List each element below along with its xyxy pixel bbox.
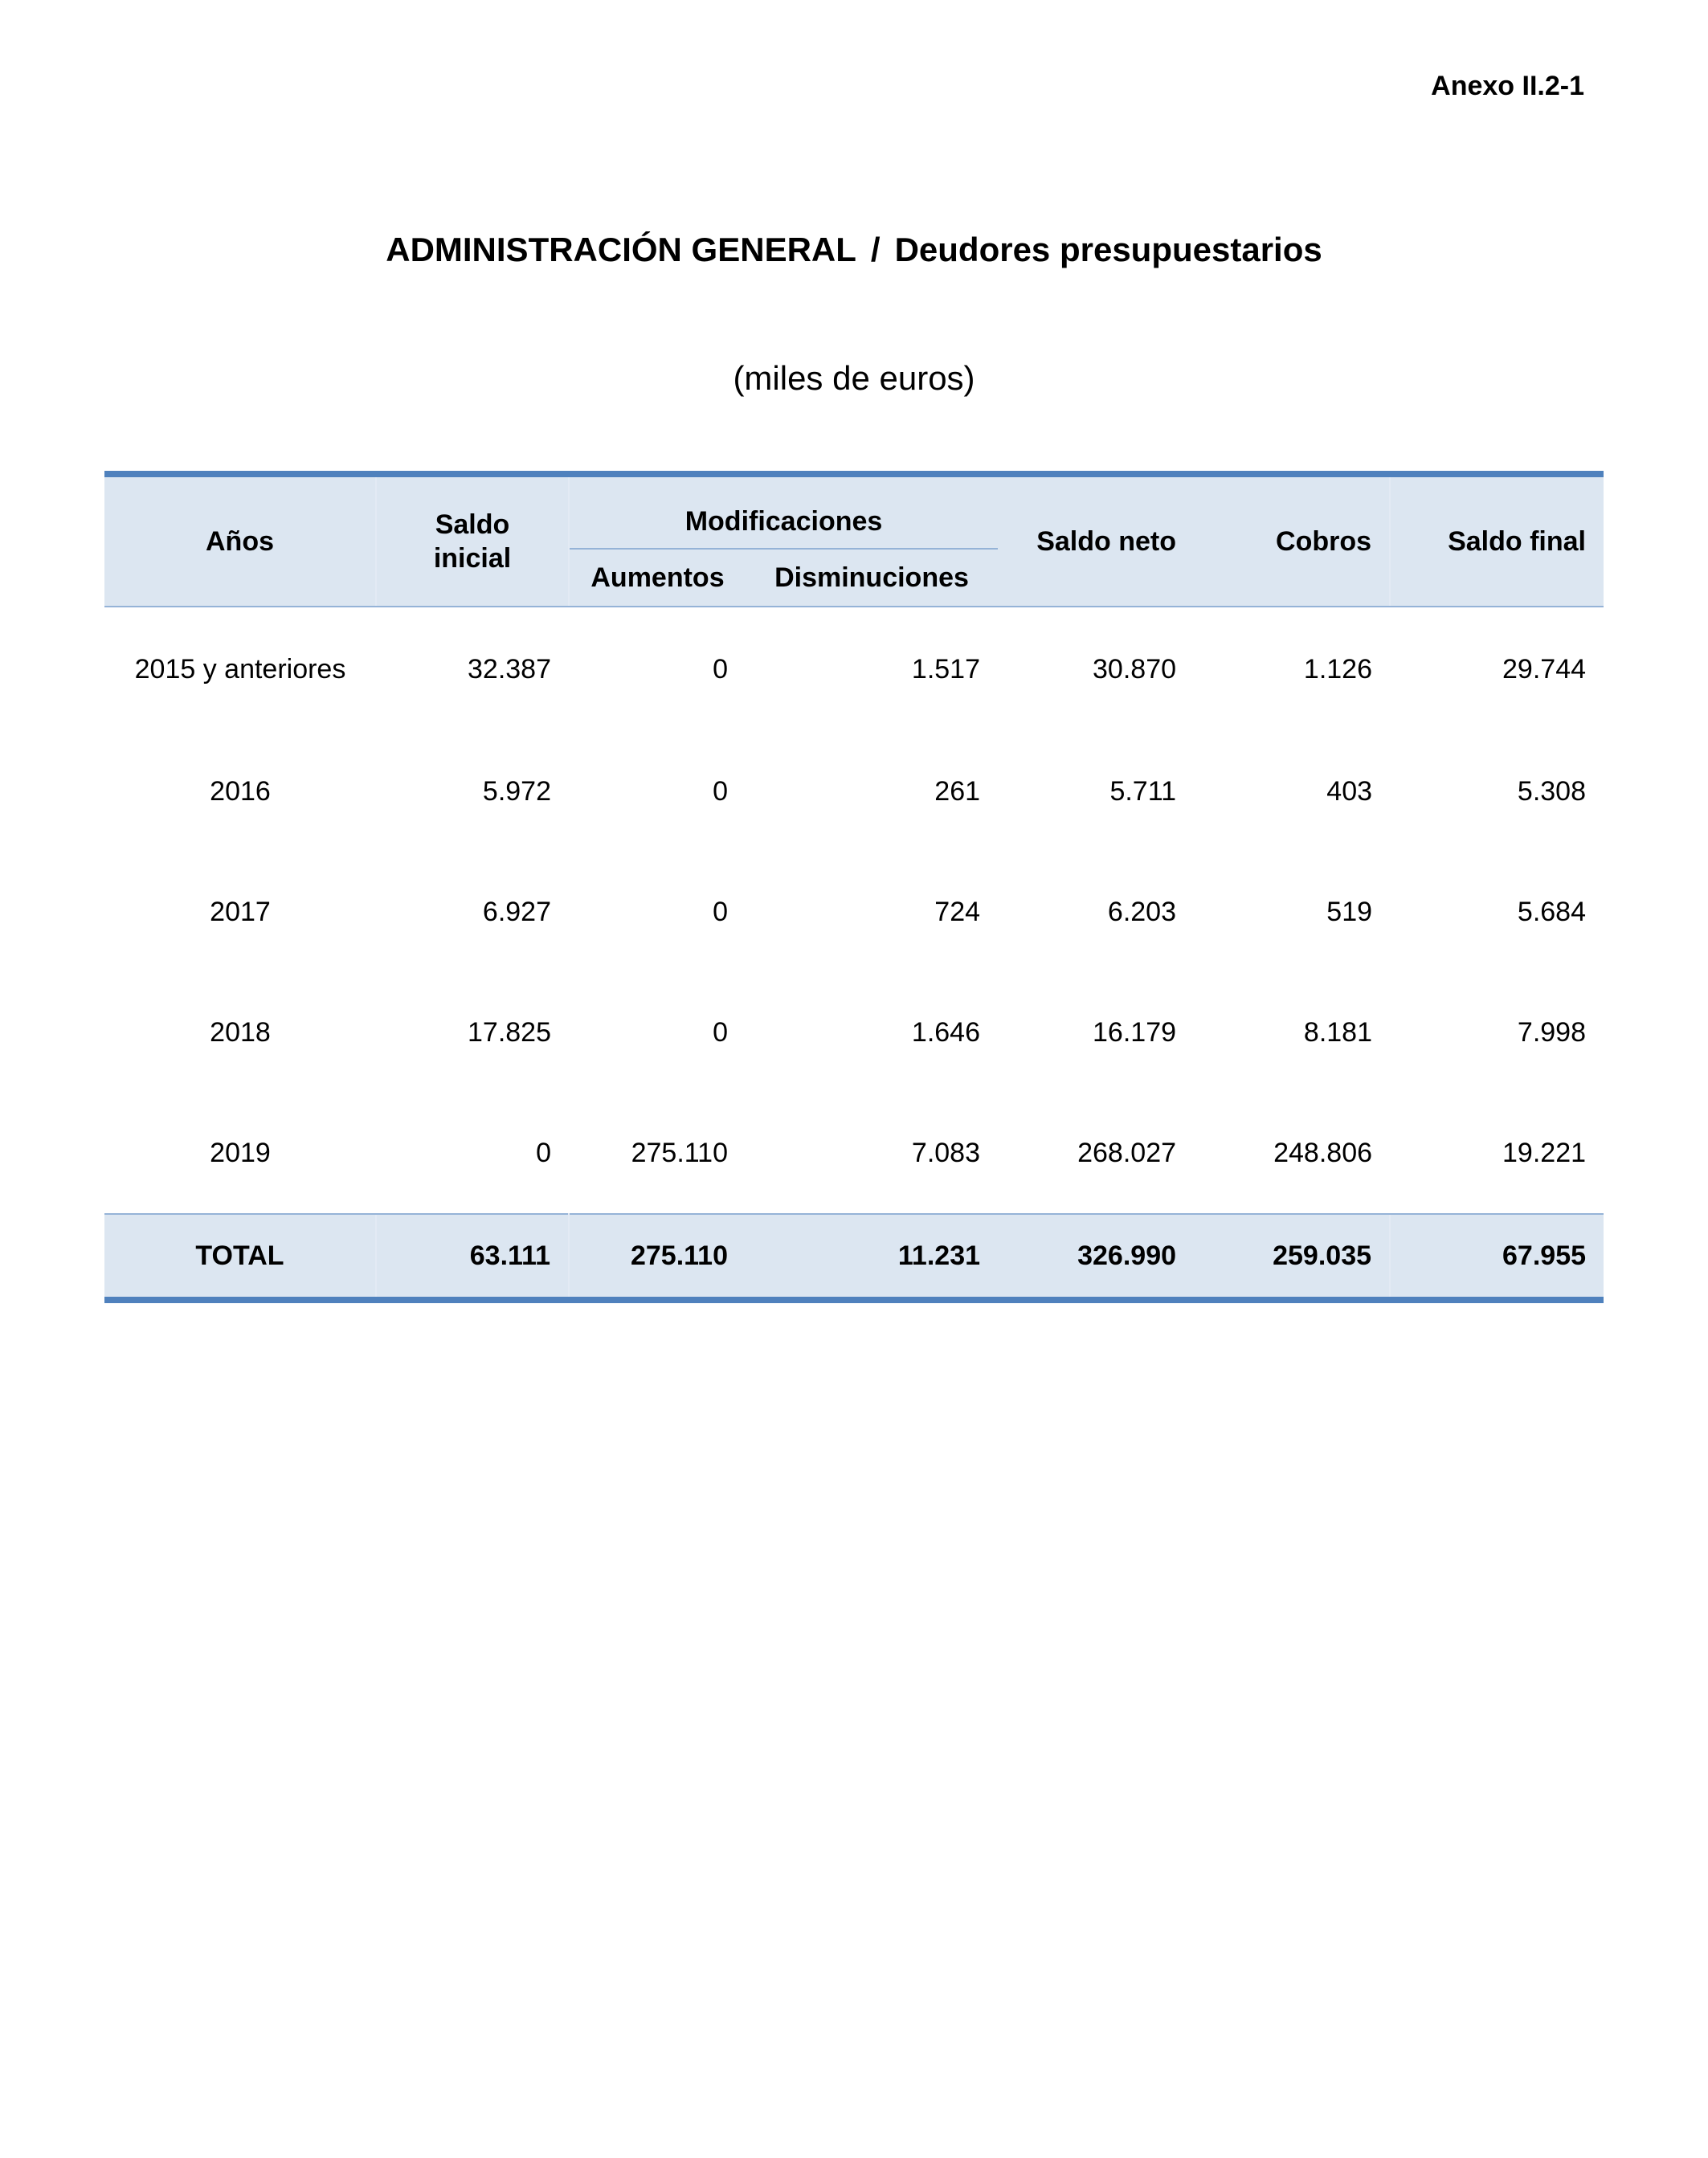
cell-aumentos: 0 xyxy=(713,1016,728,1048)
title-separator: / xyxy=(870,231,881,268)
cell-saldo-final: 5.684 xyxy=(1517,896,1587,927)
table-row xyxy=(104,852,1604,972)
cell-cobros: 248.806 xyxy=(1273,1137,1373,1168)
header-row xyxy=(104,474,1604,549)
title-entity: ADMINISTRACIÓN GENERAL xyxy=(386,231,856,268)
cell-aumentos: 0 xyxy=(713,653,728,685)
cell-aumentos: 275.110 xyxy=(631,1137,728,1168)
cell-aumentos: 0 xyxy=(713,775,728,807)
cell-cobros: 1.126 xyxy=(1303,653,1373,685)
page-title xyxy=(0,231,1708,269)
cell-year: 2015 y anteriores xyxy=(134,653,346,685)
cell-saldo-final: 29.744 xyxy=(1502,653,1587,685)
total-saldo-neto: 326.990 xyxy=(998,1214,1194,1300)
cell-disminuciones: 1.646 xyxy=(911,1016,981,1048)
cell-disminuciones: 261 xyxy=(934,775,981,807)
cell-disminuciones: 1.517 xyxy=(911,653,981,685)
total-label: TOTAL xyxy=(104,1214,376,1300)
cell-year: 2016 xyxy=(210,775,271,807)
cell-saldo-neto: 268.027 xyxy=(1077,1137,1177,1168)
cell-saldo-inicial: 6.927 xyxy=(482,896,551,927)
cell-year: 2017 xyxy=(210,896,271,927)
header-saldo-neto: Saldo neto xyxy=(998,474,1194,607)
table-row xyxy=(104,607,1604,731)
header-aumentos: Aumentos xyxy=(569,549,746,607)
total-saldo-final: 67.955 xyxy=(1390,1214,1604,1300)
cell-saldo-final: 7.998 xyxy=(1517,1016,1587,1048)
cell-saldo-final: 5.308 xyxy=(1517,775,1587,807)
table-row xyxy=(104,972,1604,1093)
cell-year: 2018 xyxy=(210,1016,271,1048)
cell-saldo-inicial: 32.387 xyxy=(468,653,551,685)
table-row xyxy=(104,1093,1604,1214)
cell-cobros: 8.181 xyxy=(1303,1016,1373,1048)
total-disminuciones: 11.231 xyxy=(746,1214,998,1300)
annex-label: Anexo II.2-1 xyxy=(1431,71,1584,101)
table-row xyxy=(104,731,1604,852)
total-aumentos: 275.110 xyxy=(569,1214,746,1300)
cell-saldo-neto: 16.179 xyxy=(1093,1016,1177,1048)
header-saldo-inicial: Saldo inicial xyxy=(376,474,569,607)
cell-disminuciones: 7.083 xyxy=(911,1137,981,1168)
cell-saldo-inicial: 17.825 xyxy=(468,1016,551,1048)
units-subtitle: (miles de euros) xyxy=(733,359,975,397)
total-saldo-inicial: 63.111 xyxy=(376,1214,569,1300)
cell-cobros: 403 xyxy=(1326,775,1373,807)
cell-saldo-neto: 6.203 xyxy=(1107,896,1177,927)
total-cobros: 259.035 xyxy=(1194,1214,1390,1300)
cell-saldo-neto: 30.870 xyxy=(1093,653,1177,685)
title-subject: Deudores presupuestarios xyxy=(894,231,1322,268)
cell-saldo-final: 19.221 xyxy=(1502,1137,1587,1168)
cell-year: 2019 xyxy=(210,1137,271,1168)
header-saldo-final: Saldo final xyxy=(1390,474,1604,607)
header-cobros: Cobros xyxy=(1194,474,1390,607)
total-row xyxy=(104,1214,1604,1300)
header-disminuciones: Disminuciones xyxy=(746,549,998,607)
cell-cobros: 519 xyxy=(1326,896,1373,927)
debtors-table xyxy=(104,471,1604,1303)
cell-saldo-inicial: 0 xyxy=(536,1137,551,1168)
header-year: Años xyxy=(104,474,376,607)
header-modificaciones: Modificaciones xyxy=(569,474,998,549)
cell-saldo-inicial: 5.972 xyxy=(482,775,551,807)
cell-saldo-neto: 5.711 xyxy=(1109,775,1177,807)
cell-aumentos: 0 xyxy=(713,896,728,927)
cell-disminuciones: 724 xyxy=(934,896,981,927)
